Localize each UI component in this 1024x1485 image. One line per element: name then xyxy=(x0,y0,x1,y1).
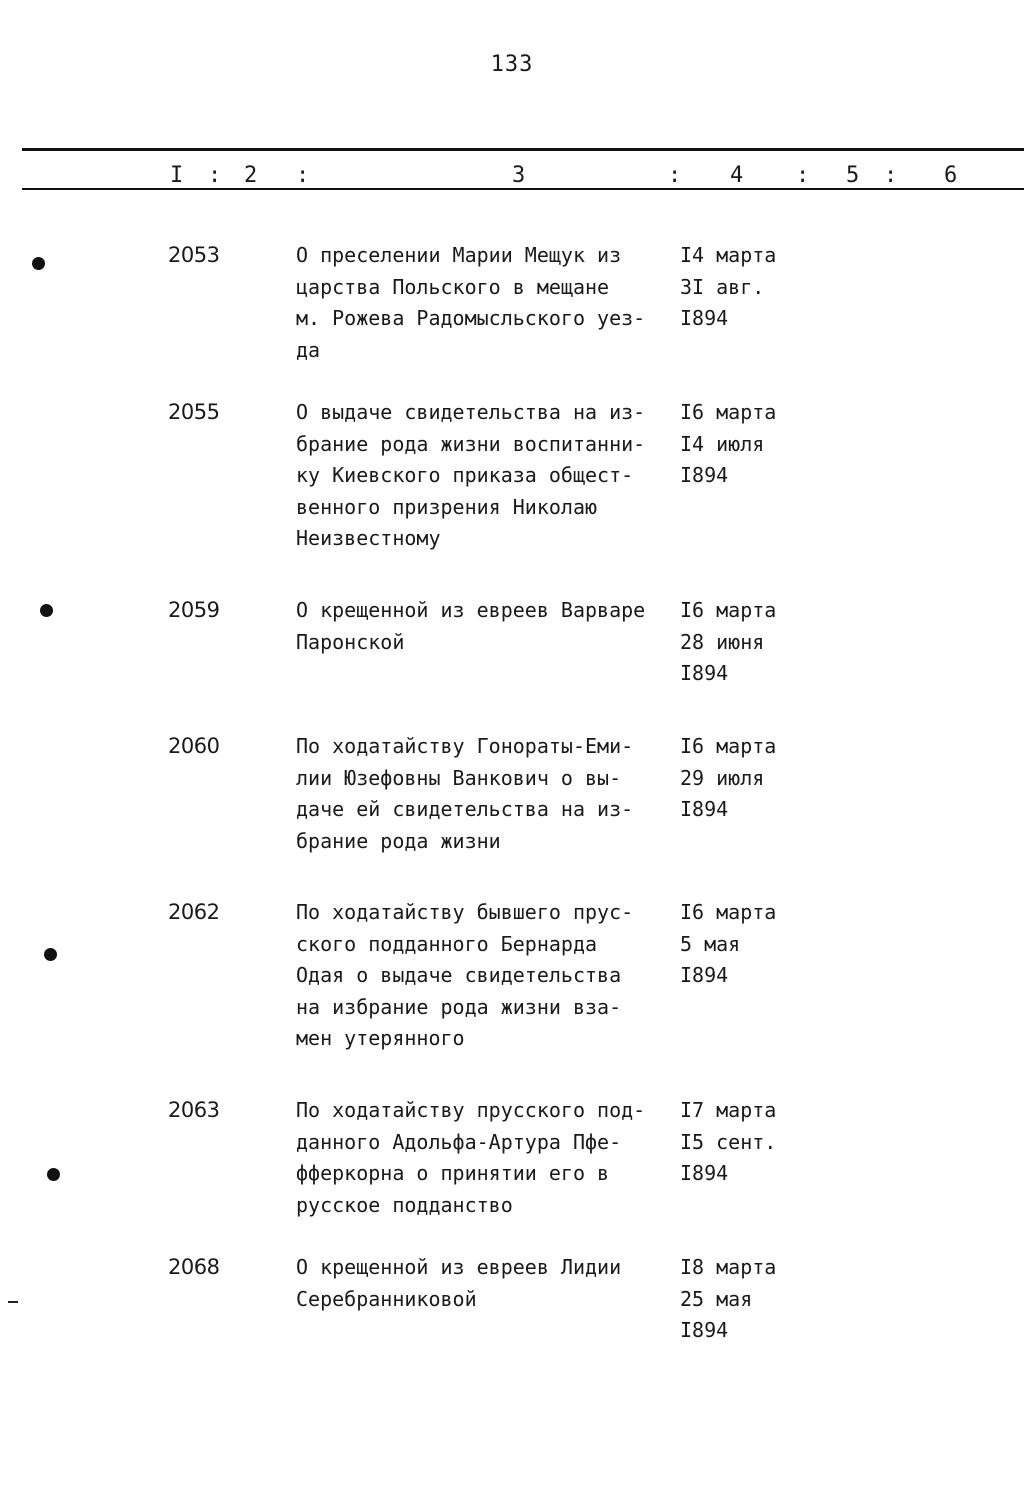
entry-description: По ходатайству прусского под- данного Адольфа-Артура Пфе- фферкорна о принятии его в русское подданство xyxy=(296,1098,646,1217)
punch-hole xyxy=(47,1168,60,1181)
column-header-5: 5 xyxy=(846,163,860,188)
table-top-rule xyxy=(22,148,1024,151)
punch-hole xyxy=(32,257,45,270)
entry-description: О крещенной из евреев Лидии Серебранниковой xyxy=(296,1255,622,1311)
column-separator: : xyxy=(796,163,810,188)
punch-hole xyxy=(40,604,53,617)
entry-number: 2053 xyxy=(168,243,220,267)
entry-number: 2063 xyxy=(168,1098,220,1122)
column-header-3: 3 xyxy=(512,163,526,188)
entry-dates: I6 марта I4 июля I894 xyxy=(680,400,777,487)
entry-dates: I6 марта 29 июля I894 xyxy=(680,734,777,821)
entry-description: По ходатайству Гонораты-Еми- лии Юзефовны Ванкович о вы- даче ей свидетельства на из- брание рода жизни xyxy=(296,734,634,853)
entry-description: О крещенной из евреев Варваре Паронской xyxy=(296,598,646,654)
edge-mark xyxy=(8,1301,18,1303)
column-header-4: 4 xyxy=(730,163,744,188)
column-header-6: 6 xyxy=(944,163,958,188)
column-header-2: 2 xyxy=(244,163,258,188)
entry-description: О пресeлении Марии Мещук из царства Польского в мещане м. Рожева Радомысльского уез- да xyxy=(296,243,646,362)
entry-dates: I6 марта 28 июня I894 xyxy=(680,598,777,685)
entry-description: О выдаче свидетельства на из- брание рода жизни воспитанни- ку Киевского приказа общест- венного призрения Николаю Неизвестному xyxy=(296,400,646,550)
table-bottom-rule xyxy=(22,188,1024,190)
punch-hole xyxy=(44,948,57,961)
column-separator: : xyxy=(296,163,310,188)
entry-number: 2060 xyxy=(168,734,220,758)
entry-description: По ходатайству бывшего прус- ского подданного Бернарда Одая о выдаче свидетельства на избрание рода жизни вза- мен утерянного xyxy=(296,900,634,1050)
entry-number: 2059 xyxy=(168,598,220,622)
column-separator: : xyxy=(668,163,682,188)
page-number: 133 xyxy=(490,52,534,77)
column-header-1: I xyxy=(170,163,184,188)
entry-dates: I6 марта 5 мая I894 xyxy=(680,900,777,987)
entry-dates: I4 марта 3I авг. I894 xyxy=(680,243,777,330)
entry-number: 2068 xyxy=(168,1255,220,1279)
entry-number: 2062 xyxy=(168,900,220,924)
entry-dates: I8 марта 25 мая I894 xyxy=(680,1255,777,1342)
entry-number: 2055 xyxy=(168,400,220,424)
column-separator: : xyxy=(208,163,222,188)
entry-dates: I7 марта I5 сент. I894 xyxy=(680,1098,777,1185)
column-separator: : xyxy=(884,163,898,188)
